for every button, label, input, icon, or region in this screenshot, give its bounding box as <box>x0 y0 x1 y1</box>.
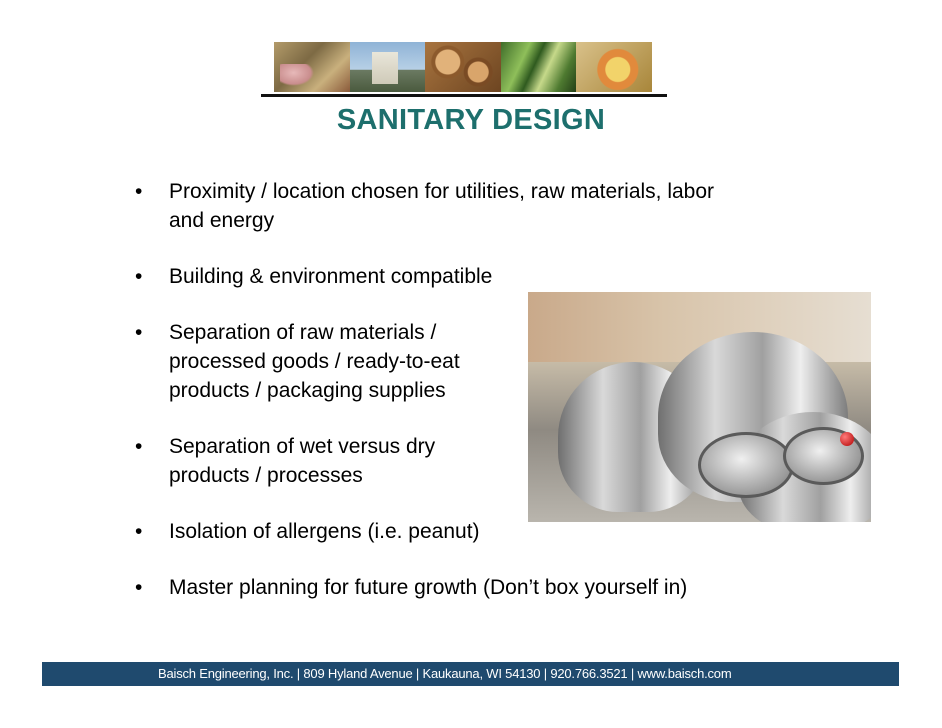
bullet-text: Proximity / location chosen for utilities, raw materials, labor <box>169 180 715 203</box>
brew-kettles-photo <box>528 292 871 522</box>
bullet-marker: • <box>135 576 143 599</box>
banner-photo-food <box>576 42 652 92</box>
banner-photo-grain <box>274 42 350 92</box>
bullet-item <box>133 262 813 291</box>
bullet-text: Master planning for future growth (Don’t box yourself in) <box>169 576 688 599</box>
bullet-text: processed goods / ready-to-eat <box>169 350 460 373</box>
title-rule <box>261 94 667 97</box>
bullet-text: Separation of wet versus dry <box>169 435 436 458</box>
bullet-marker: • <box>135 321 143 344</box>
bullet-text: Building & environment compatible <box>169 265 493 288</box>
bullet-item <box>133 177 813 235</box>
bullet-text: and energy <box>169 209 275 232</box>
bullet-marker: • <box>135 435 143 458</box>
bullet-marker: • <box>135 180 143 203</box>
header-photo-strip <box>274 42 652 92</box>
bullet-text: products / processes <box>169 464 363 487</box>
slide-title: SANITARY DESIGN <box>336 104 606 136</box>
bullet-text: products / packaging supplies <box>169 379 446 402</box>
bullet-marker: • <box>135 265 143 288</box>
bullet-item <box>133 573 813 602</box>
banner-photo-plants <box>501 42 577 92</box>
banner-photo-building <box>350 42 426 92</box>
banner-photo-logs <box>425 42 501 92</box>
bullet-text: Isolation of allergens (i.e. peanut) <box>169 520 480 543</box>
bullet-text: Separation of raw materials / <box>169 321 437 344</box>
footer-contact-text: Baisch Engineering, Inc. | 809 Hyland Avenue | Kaukauna, WI 54130 | 920.766.3521 | www.baisch.com <box>158 666 732 681</box>
footer-bar <box>42 662 899 686</box>
bullet-marker: • <box>135 520 143 543</box>
